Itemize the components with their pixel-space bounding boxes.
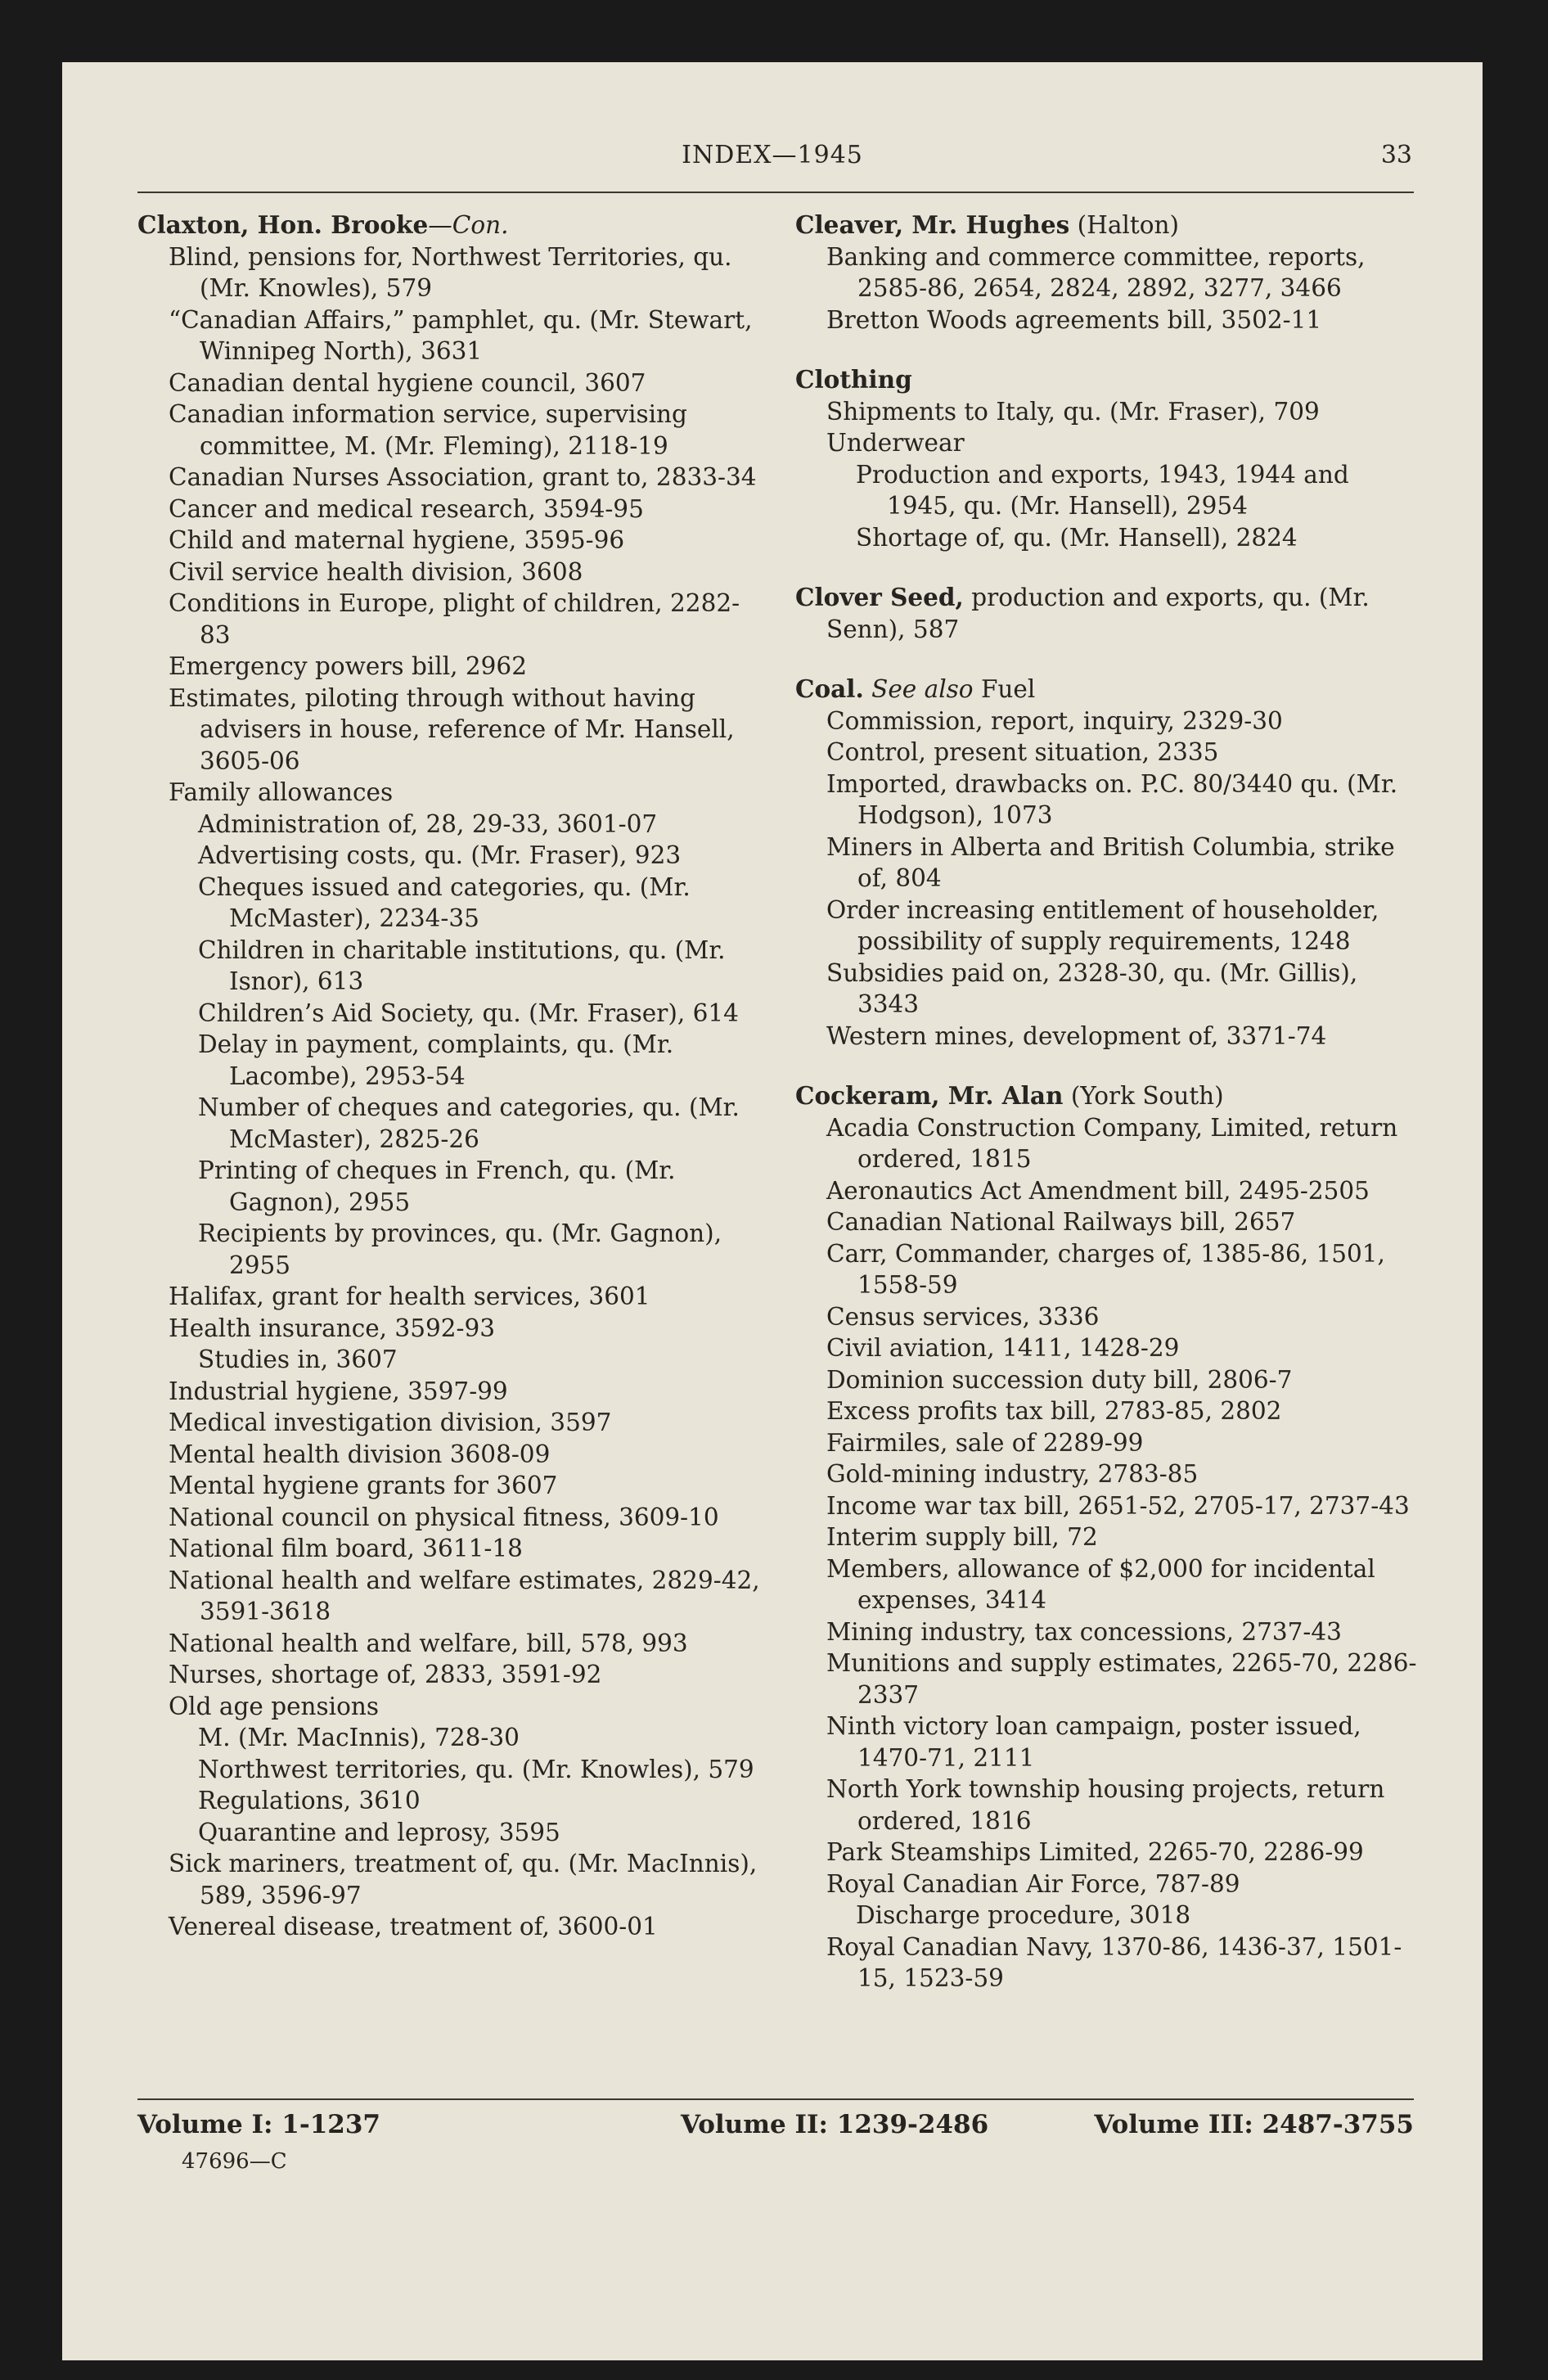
entry: National health and welfare, bill, 578, 993	[169, 1629, 688, 1657]
entry: Banking and commerce committee, reports, 2585-86, 2654, 2824, 2892, 3277, 3466	[826, 242, 1366, 302]
entry: Cancer and medical research, 3594-95	[169, 494, 644, 523]
heading-name: Clothing	[795, 365, 912, 394]
heading-name: Cleaver, Mr. Hughes	[795, 210, 1070, 239]
right-column	[795, 210, 1425, 1995]
header-rule	[137, 192, 1414, 193]
sub-entry: Northwest territories, qu. (Mr. Knowles), 579	[198, 1755, 754, 1783]
entry: Acadia Construction Company, Limited, return ordered, 1815	[826, 1113, 1398, 1173]
heading-continued: —Con.	[428, 211, 509, 239]
entry-heading	[795, 210, 1425, 241]
entry: Shipments to Italy, qu. (Mr. Fraser), 709	[826, 397, 1320, 426]
entry: Bretton Woods agreements bill, 3502-11	[826, 305, 1322, 334]
entry: Commission, report, inquiry, 2329-30	[826, 706, 1283, 735]
sub-entry: Discharge procedure, 3018	[856, 1901, 1191, 1929]
sub-entry: Studies in, 3607	[198, 1346, 398, 1373]
entry-heading	[795, 582, 1425, 645]
entry: Aeronautics Act Amendment bill, 2495-2505	[826, 1176, 1370, 1205]
page-title: INDEX—1945	[682, 141, 863, 169]
entry: Canadian National Railways bill, 2657	[826, 1208, 1296, 1236]
sub-entry: Children’s Aid Society, qu. (Mr. Fraser), 614	[198, 998, 739, 1027]
entry: Royal Canadian Air Force, 787-89	[826, 1869, 1240, 1898]
entry: Subsidies paid on, 2328-30, qu. (Mr. Gillis), 3343	[826, 958, 1358, 1018]
entry: Park Steamships Limited, 2265-70, 2286-99	[826, 1838, 1364, 1866]
entry: Emergency powers bill, 2962	[169, 652, 527, 680]
entry: Mental hygiene grants for 3607	[169, 1472, 558, 1499]
entry: National health and welfare estimates, 2829-42, 3591-3618	[169, 1566, 760, 1625]
entry: Family allowances	[169, 778, 394, 806]
sub-entry: Production and exports, 1943, 1944 and 1945, qu. (Mr. Hansell), 2954	[856, 460, 1349, 520]
heading-name: Claxton, Hon. Brooke	[137, 210, 429, 239]
heading-name: Cockeram, Mr. Alan	[795, 1081, 1064, 1110]
sub-entry: Cheques issued and categories, qu. (Mr. McMaster), 2234-35	[198, 872, 691, 932]
heading-cross-reference: See also Fuel	[871, 675, 1036, 703]
footer-rule	[137, 2098, 1414, 2100]
entry: Munitions and supply estimates, 2265-70, 2286-2337	[826, 1649, 1417, 1709]
entry-heading	[795, 674, 1425, 705]
sub-entry: Children in charitable institutions, qu. (Mr. Isnor), 613	[198, 935, 726, 995]
sub-entry: M. (Mr. MacInnis), 728-30	[198, 1724, 520, 1751]
entry: Blind, pensions for, Northwest Territories, qu. (Mr. Knowles), 579	[169, 242, 732, 302]
entry: Nurses, shortage of, 2833, 3591-92	[169, 1661, 602, 1688]
entry: Underwear	[826, 429, 965, 457]
entry: Old age pensions	[169, 1692, 380, 1720]
volume-range-3: Volume III: 2487-3755	[1094, 2110, 1414, 2139]
entry: Members, allowance of $2,000 for incidental expenses, 3414	[826, 1554, 1375, 1614]
entry-heading	[795, 364, 1425, 396]
entry: Sick mariners, treatment of, qu. (Mr. MacInnis), 589, 3596-97	[169, 1850, 758, 1909]
sub-entry: Administration of, 28, 29-33, 3601-07	[198, 809, 658, 838]
heading-detail: (York South)	[1063, 1082, 1224, 1110]
sub-entry: Printing of cheques in French, qu. (Mr. Gagnon), 2955	[198, 1156, 676, 1216]
entry: Canadian Nurses Association, grant to, 2833-34	[169, 463, 757, 491]
sub-entry: Advertising costs, qu. (Mr. Fraser), 923	[198, 841, 682, 869]
entry: Carr, Commander, charges of, 1385-86, 1501, 1558-59	[826, 1239, 1385, 1299]
entry: Civil service health division, 3608	[169, 557, 583, 586]
entry-heading	[795, 1080, 1425, 1112]
entry: Medical investigation division, 3597	[169, 1409, 612, 1436]
entry: Mining industry, tax concessions, 2737-43	[826, 1617, 1342, 1646]
sub-entry: Recipients by provinces, qu. (Mr. Gagnon), 2955	[198, 1219, 722, 1279]
entry: Venereal disease, treatment of, 3600-01	[169, 1913, 658, 1941]
entry: Mental health division 3608-09	[169, 1440, 551, 1468]
entry: National film board, 3611-18	[169, 1535, 523, 1562]
entry: “Canadian Affairs,” pamphlet, qu. (Mr. Stewart, Winnipeg North), 3631	[169, 305, 753, 365]
entry: Miners in Alberta and British Columbia, strike of, 804	[826, 832, 1395, 892]
entry: Industrial hygiene, 3597-99	[169, 1377, 508, 1405]
index-page	[62, 62, 1483, 2360]
entry: Civil aviation, 1411, 1428-29	[826, 1334, 1180, 1362]
sub-entry: Delay in payment, complaints, qu. (Mr. Lacombe), 2953-54	[198, 1030, 674, 1090]
entry: Health insurance, 3592-93	[169, 1314, 496, 1342]
entry: Canadian information service, supervising committee, M. (Mr. Fleming), 2118-19	[169, 400, 687, 460]
print-code: 47696—C	[182, 2149, 287, 2174]
entry: Control, present situation, 2335	[826, 738, 1219, 766]
sub-entry: Shortage of, qu. (Mr. Hansell), 2824	[856, 523, 1298, 552]
sub-entry: Number of cheques and categories, qu. (Mr. McMaster), 2825-26	[198, 1093, 740, 1153]
heading-name: Clover Seed,	[795, 583, 964, 611]
page-number: 33	[1380, 141, 1412, 169]
volume-range-2: Volume II: 1239-2486	[681, 2110, 989, 2139]
entry: Gold-mining industry, 2783-85	[826, 1460, 1199, 1488]
heading-detail: (Halton)	[1069, 211, 1179, 239]
left-entry-list	[137, 241, 767, 1943]
entry: Western mines, development of, 3371-74	[826, 1021, 1327, 1050]
entry-heading	[137, 210, 767, 241]
entry: Fairmiles, sale of 2289-99	[826, 1428, 1144, 1457]
volume-range-1: Volume I: 1-1237	[137, 2110, 380, 2139]
entry: Halifax, grant for health services, 3601	[169, 1282, 650, 1310]
entry: Interim supply bill, 72	[826, 1523, 1098, 1551]
entry: Order increasing entitlement of householder, possibility of supply requirements, 1248	[826, 895, 1379, 955]
entry: Income war tax bill, 2651-52, 2705-17, 2737-43	[826, 1491, 1410, 1520]
entry: Royal Canadian Navy, 1370-86, 1436-37, 1501-15, 1523-59	[826, 1932, 1402, 1992]
entry: Census services, 3336	[826, 1302, 1100, 1331]
entry: Excess profits tax bill, 2783-85, 2802	[826, 1397, 1282, 1425]
entry: Canadian dental hygiene council, 3607	[169, 368, 646, 397]
sub-entry: Quarantine and leprosy, 3595	[198, 1818, 560, 1846]
entry: North York township housing projects, return ordered, 1816	[826, 1775, 1385, 1835]
sub-entry: Regulations, 3610	[198, 1787, 421, 1814]
left-column	[137, 210, 767, 1943]
entry: Dominion succession duty bill, 2806-7	[826, 1365, 1293, 1394]
entry: National council on physical fitness, 3609-10	[169, 1503, 719, 1531]
heading-name: Coal.	[795, 674, 864, 703]
entry: Ninth victory loan campaign, poster issued, 1470-71, 2111	[826, 1712, 1361, 1772]
entry: Child and maternal hygiene, 3595-96	[169, 526, 625, 554]
entry: Estimates, piloting through without having advisers in house, reference of Mr. Hansell, 3605-06	[169, 683, 735, 775]
heading-detail: production and exports, qu. (Mr. Senn), 587	[826, 584, 1370, 643]
entry: Imported, drawbacks on. P.C. 80/3440 qu. (Mr. Hodgson), 1073	[826, 769, 1398, 829]
entry: Conditions in Europe, plight of children, 2282-83	[169, 589, 740, 649]
